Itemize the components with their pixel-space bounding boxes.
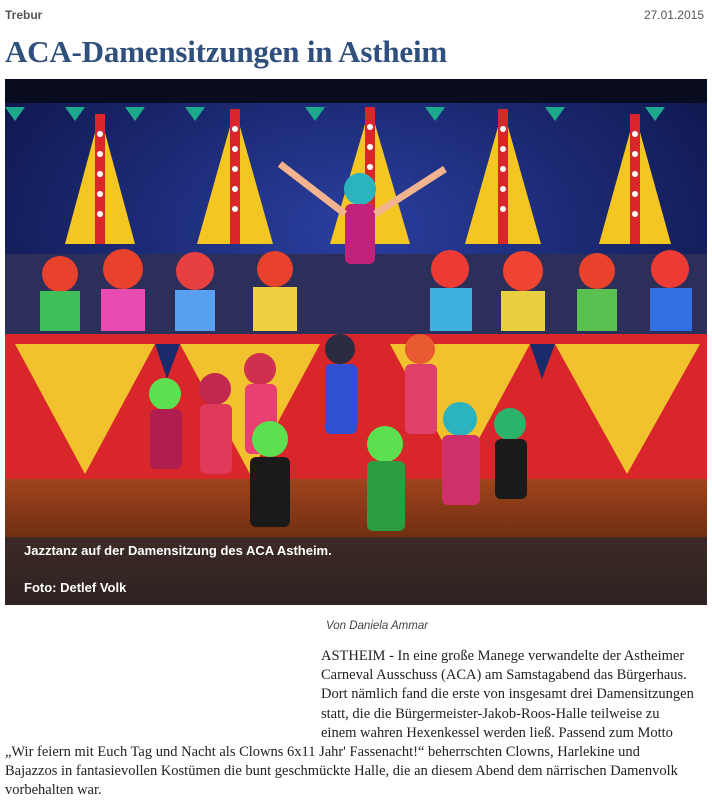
article-meta-bar	[5, 8, 704, 24]
article-paragraph: ASTHEIM - In eine große Manege verwandelte der Astheimer Carneval Ausschuss (ACA) am Samstagabend das Bürgerhaus. Dort nämlich fand die erste von insgesamt drei Damensitzungen statt, die die Bürgermeister-Jakob-Roos-Halle teilweise zu einem wahren Hexenkessel werden ließ. Passend zum Motto „Wir feiern mit Euch Tag und Nacht als Clowns 6x11 Jahr' Fassenacht!“ beherrschten Clowns, Harlekine und Bajazzos in fantasievollen Kostümen die bunt geschmückte Halle, die an diesem Abend dem närrischen Damenvolk vorbehalten war.	[5, 648, 694, 799]
article-title: ACA-Damensitzungen in Astheim	[5, 34, 447, 69]
photo-caption-text: Jazztanz auf der Damensitzung des ACA Astheim.	[24, 543, 332, 558]
body-indent-spacer	[5, 647, 321, 743]
article-byline: Von Daniela Ammar	[326, 620, 429, 632]
photo-caption	[5, 537, 707, 605]
article-photo[interactable]	[5, 79, 707, 605]
article-body	[5, 647, 695, 801]
section-label[interactable]: Trebur	[5, 8, 43, 22]
stage-photo-illustration	[5, 79, 707, 605]
publish-date: 27.01.2015	[643, 8, 704, 22]
photo-credit: Foto: Detlef Volk	[24, 580, 127, 595]
